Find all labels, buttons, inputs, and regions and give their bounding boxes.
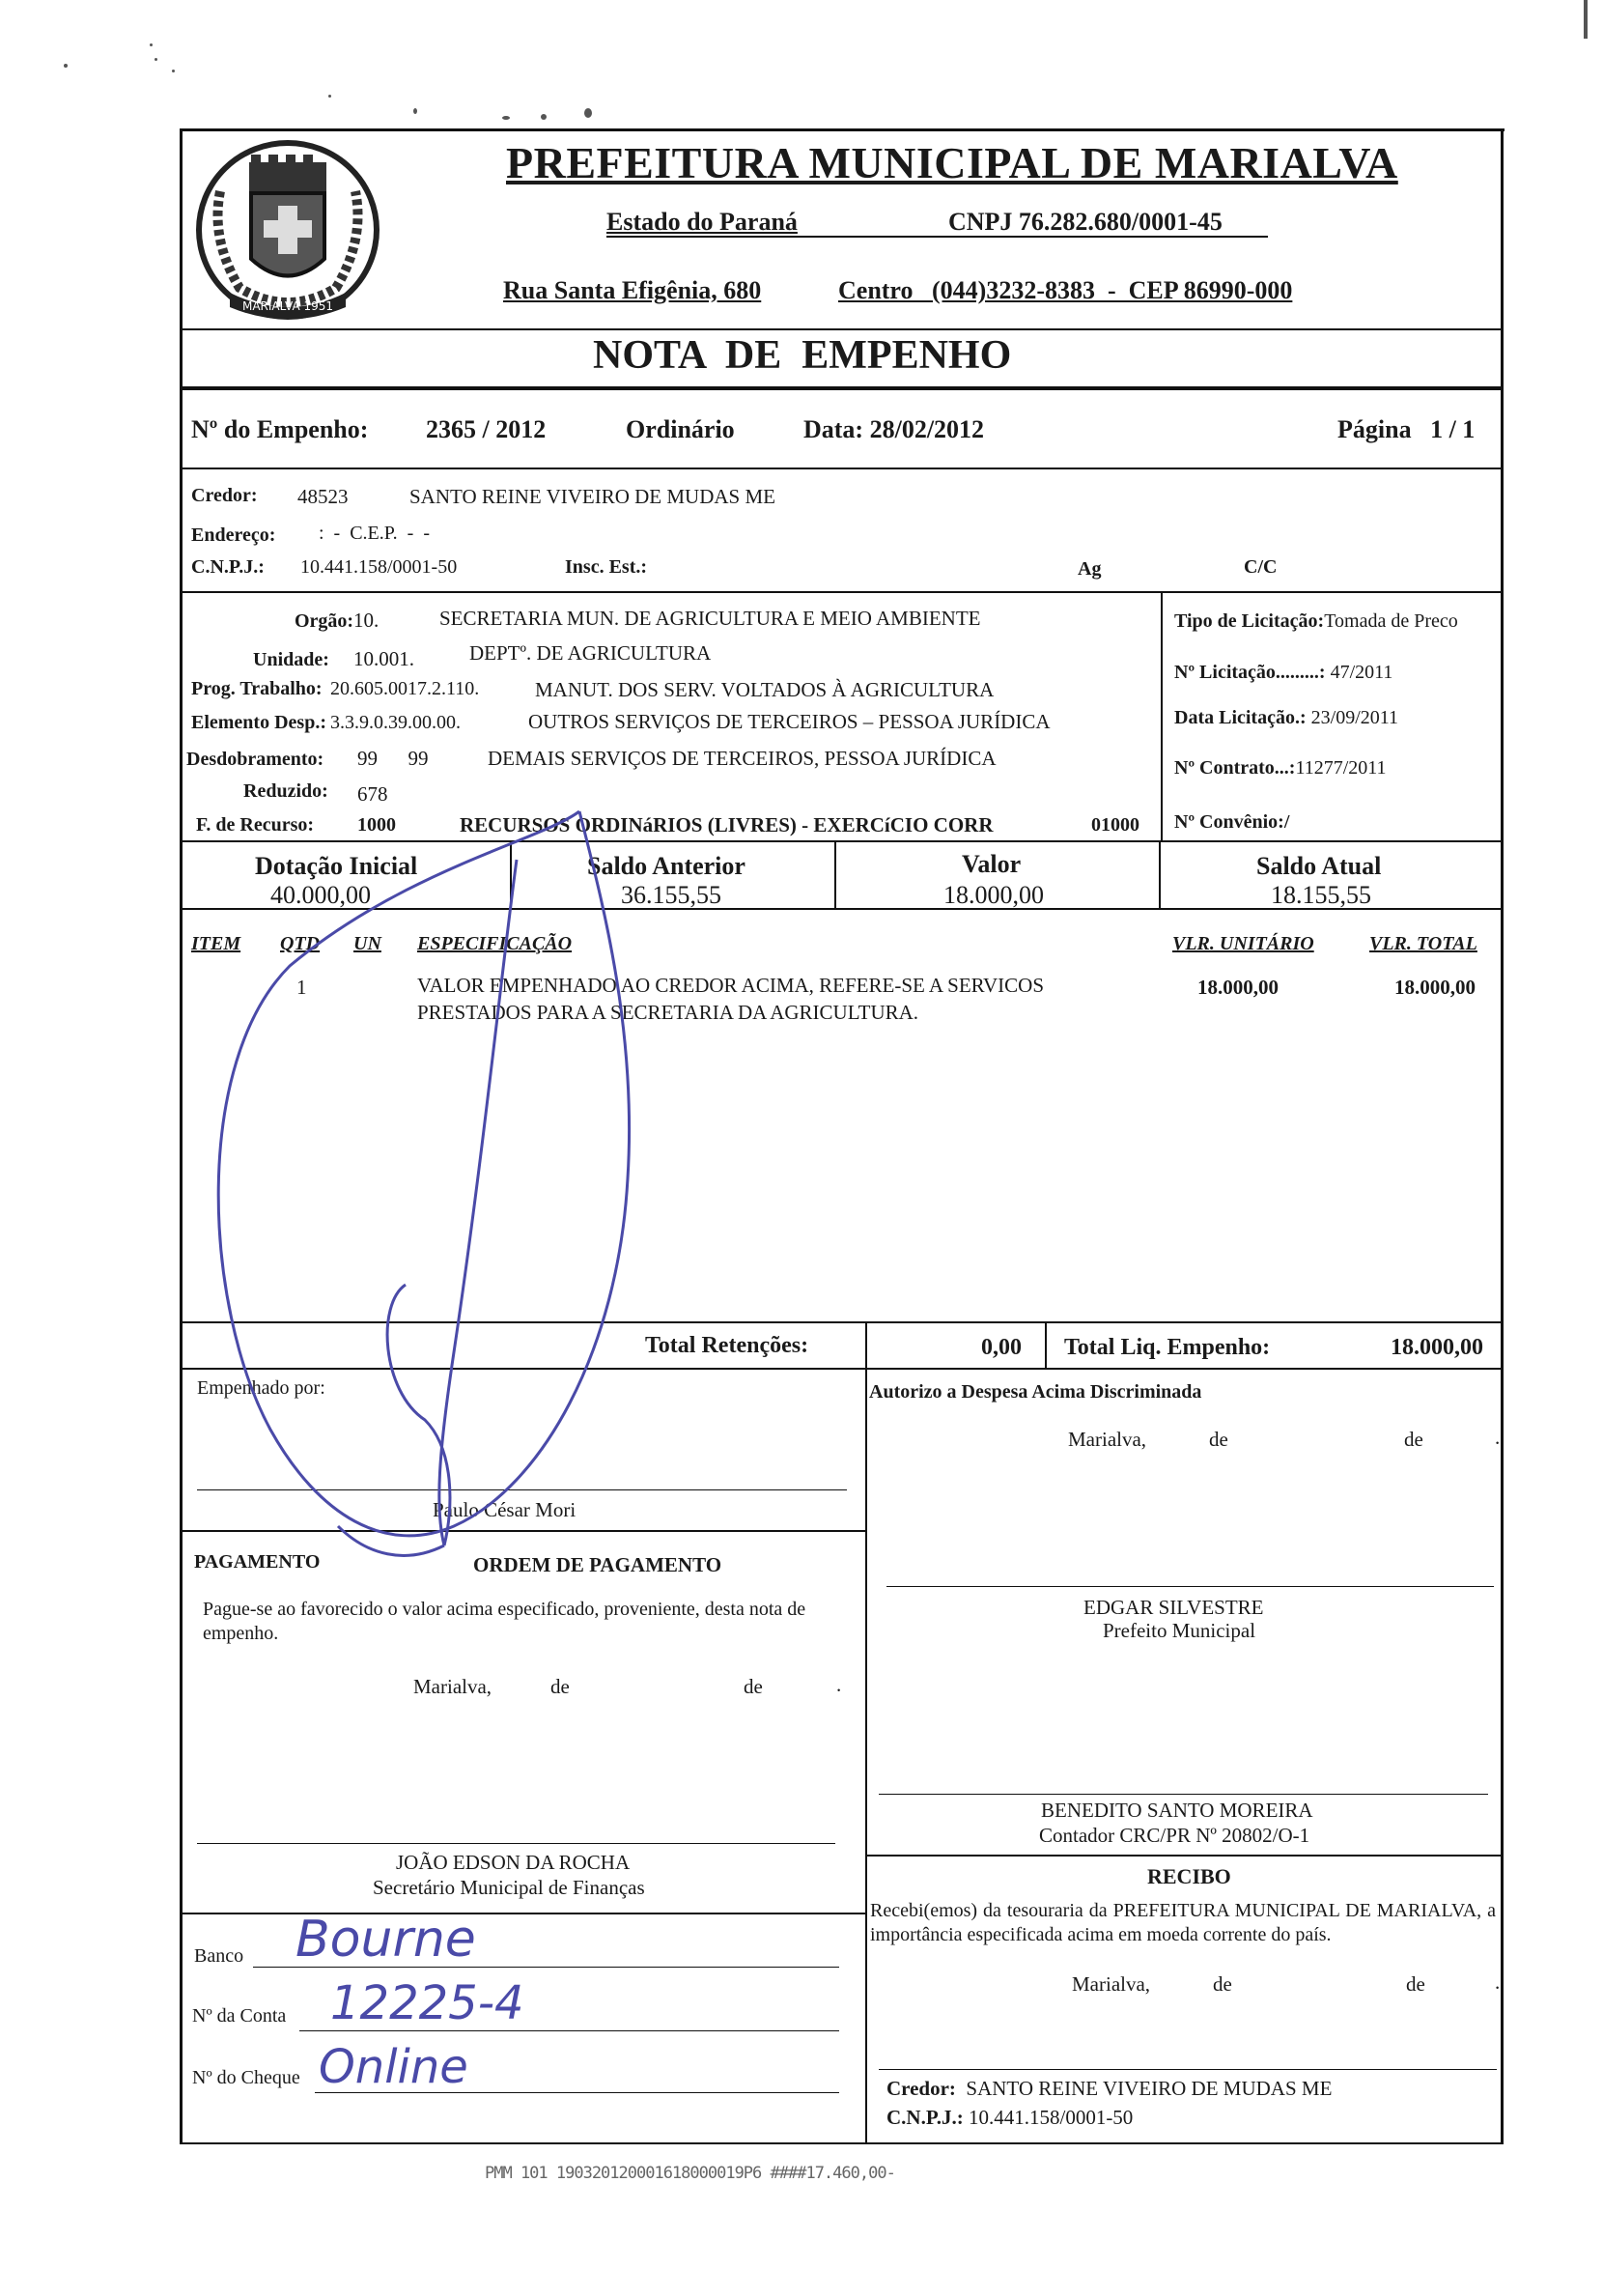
saldo-atual-label: Saldo Atual xyxy=(1256,852,1382,880)
saldo-atual-value: 18.155,55 xyxy=(1271,881,1371,909)
secretario-title: Secretário Municipal de Finanças xyxy=(373,1876,645,1899)
banco-handwritten: Bourne xyxy=(295,1911,476,1969)
conta-label: Nº da Conta xyxy=(192,2005,287,2027)
credor-cnpj: 10.441.158/0001-50 xyxy=(300,556,458,578)
pagamento-de-2: de xyxy=(744,1675,763,1698)
pagamento-period: . xyxy=(836,1673,842,1696)
budget-label-unidade: Unidade: xyxy=(253,649,329,670)
budget-desc-programa: MANUT. DOS SERV. VOLTADOS À AGRICULTURA xyxy=(535,678,995,701)
municipality-street: Rua Santa Efigênia, 680 xyxy=(503,276,762,304)
retencoes-label: Total Retenções: xyxy=(645,1333,809,1358)
prefeito-name: EDGAR SILVESTRE xyxy=(1083,1596,1264,1619)
item-unit-value: 18.000,00 xyxy=(1197,976,1279,999)
budget-label-programa: Prog. Trabalho: xyxy=(191,678,323,699)
autorizo-period: . xyxy=(1495,1426,1501,1449)
document-title: NOTA DE EMPENHO xyxy=(593,333,1012,378)
recibo-period: . xyxy=(1495,1970,1501,1994)
autorizo-de-2: de xyxy=(1404,1428,1423,1451)
autorizo-city: Marialva, xyxy=(1068,1428,1147,1451)
recibo-credor-value: SANTO REINE VIVEIRO DE MUDAS ME xyxy=(966,2077,1333,2100)
retencoes-value: 0,00 xyxy=(981,1335,1022,1360)
item-spec-line2: PRESTADOS PARA A SECRETARIA DA AGRICULTURA. xyxy=(417,1001,919,1024)
footer-code: PMM 101 190320120001618000019P6 ####17.460,00- xyxy=(485,2164,895,2183)
secretario-name: JOÃO EDSON DA ROCHA xyxy=(396,1851,631,1874)
empenho-label: Nº do Empenho: xyxy=(191,415,369,443)
valor-value: 18.000,00 xyxy=(943,881,1044,909)
account-label: C/C xyxy=(1244,556,1278,578)
contador-name: BENEDITO SANTO MOREIRA xyxy=(1041,1799,1313,1822)
items-header-un: UN xyxy=(353,933,381,954)
credor-name: SANTO REINE VIVEIRO DE MUDAS ME xyxy=(409,485,775,508)
recibo-cnpj-label: C.N.P.J.: xyxy=(886,2106,964,2129)
endereco-label: Endereço: xyxy=(191,524,276,546)
licitacao-contrato-value: 11277/2011 xyxy=(1295,757,1387,779)
endereco-value: : - C.E.P. - - xyxy=(319,523,430,544)
licitacao-convenio: Nº Convênio:/ xyxy=(1174,811,1290,833)
municipality-address: Centro (044)3232-8383 - CEP 86990-000 xyxy=(838,276,1293,304)
budget-desc-elemento: OUTROS SERVIÇOS DE TERCEIROS – PESSOA JURÍDICA xyxy=(528,710,1051,733)
item-qtd: 1 xyxy=(296,976,307,999)
items-header-item: ITEM xyxy=(191,933,241,954)
banco-label: Banco xyxy=(194,1945,244,1967)
cheque-handwritten: Online xyxy=(319,2040,468,2094)
items-header-unit-value: VLR. UNITÁRIO xyxy=(1172,933,1314,954)
empenho-date: Data: 28/02/2012 xyxy=(803,415,985,443)
licitacao-data-label: Data Licitação.: xyxy=(1174,707,1307,728)
credor-code: 48523 xyxy=(297,485,349,508)
budget-code-programa: 20.605.0017.2.110. xyxy=(330,678,480,699)
prefeito-title: Prefeito Municipal xyxy=(1103,1619,1256,1642)
recurso-code: 01000 xyxy=(1091,814,1139,836)
saldo-anterior-value: 36.155,55 xyxy=(621,881,721,909)
budget-code-desdobramento: 99 99 xyxy=(357,747,429,770)
licitacao-tipo-value: Tomada de Preco xyxy=(1324,610,1458,632)
licitacao-contrato-label: Nº Contrato...: xyxy=(1174,757,1296,779)
budget-code-orgao: 10. xyxy=(353,609,380,632)
empenhado-name: Paulo César Mori xyxy=(433,1498,577,1521)
saldo-anterior-label: Saldo Anterior xyxy=(587,852,745,880)
pagamento-city: Marialva, xyxy=(413,1675,492,1698)
licitacao-numero-value: 47/2011 xyxy=(1330,662,1393,683)
budget-label-recurso: F. de Recurso: xyxy=(196,814,315,836)
empenhado-label: Empenhado por: xyxy=(197,1377,325,1399)
item-spec-line1: VALOR EMPENHADO AO CREDOR ACIMA, REFERE-SE A SERVICOS xyxy=(417,974,1045,997)
state-name: Estado do Paraná xyxy=(606,208,798,236)
licitacao-data-value: 23/09/2011 xyxy=(1310,707,1399,728)
conta-handwritten: 12225-4 xyxy=(330,1976,524,2030)
empenho-number: 2365 / 2012 xyxy=(426,415,547,443)
dotacao-value: 40.000,00 xyxy=(270,881,371,909)
item-total-value: 18.000,00 xyxy=(1394,976,1476,999)
licitacao-numero-label: Nº Licitação.........: xyxy=(1174,662,1326,683)
total-liquido-label: Total Liq. Empenho: xyxy=(1064,1335,1271,1360)
budget-label-reduzido: Reduzido: xyxy=(243,780,328,802)
recibo-city: Marialva, xyxy=(1072,1972,1151,1996)
dotacao-label: Dotação Inicial xyxy=(255,852,418,880)
budget-label-elemento: Elemento Desp.: xyxy=(191,712,326,733)
licitacao-tipo-label: Tipo de Licitação: xyxy=(1174,610,1325,632)
insc-est-label: Insc. Est.: xyxy=(565,556,648,578)
budget-code-elemento: 3.3.9.0.39.00.00. xyxy=(330,712,461,733)
recibo-credor-label: Credor: xyxy=(886,2077,956,2100)
agency-label: Ag xyxy=(1078,558,1102,580)
svg-text:MARIALVA 1951: MARIALVA 1951 xyxy=(241,299,334,313)
items-header-spec: ESPECIFICAÇÃO xyxy=(417,933,573,954)
municipality-cnpj: CNPJ 76.282.680/0001-45 xyxy=(948,208,1223,236)
pagamento-de-1: de xyxy=(550,1675,570,1698)
pagamento-text: Pague-se ao favorecido o valor acima especificado, proveniente, desta nota de empenho. xyxy=(203,1599,806,1644)
credor-label: Credor: xyxy=(191,485,258,506)
valor-label: Valor xyxy=(962,850,1022,878)
page-number: Página 1 / 1 xyxy=(1337,415,1476,443)
recibo-de-1: de xyxy=(1213,1972,1232,1996)
budget-label-orgao: Orgão: xyxy=(295,610,354,632)
recibo-text: Recebi(emos) da tesouraria da PREFEITURA MUNICIPAL DE MARIALVA, a importância especificada acima em moeda corrente do país. xyxy=(870,1900,1496,1945)
budget-desc-recurso: RECURSOS ORDINáRIOS (LIVRES) - EXERCíCIO CORR xyxy=(460,813,994,836)
budget-code-unidade: 10.001. xyxy=(353,647,414,670)
contador-title: Contador CRC/PR Nº 20802/O-1 xyxy=(1039,1824,1310,1847)
items-header-qtd: QTD xyxy=(280,933,321,954)
municipality-title: PREFEITURA MUNICIPAL DE MARIALVA xyxy=(506,138,1398,187)
budget-code-reduzido: 678 xyxy=(357,782,388,806)
budget-label-desdobramento: Desdobramento: xyxy=(186,749,324,770)
autorizo-de-1: de xyxy=(1209,1428,1228,1451)
recibo-cnpj-value: 10.441.158/0001-50 xyxy=(968,2106,1134,2129)
items-header-total-value: VLR. TOTAL xyxy=(1369,933,1477,954)
total-liquido-value: 18.000,00 xyxy=(1391,1335,1483,1360)
ordem-pagamento-label: ORDEM DE PAGAMENTO xyxy=(473,1553,722,1576)
recibo-de-2: de xyxy=(1406,1972,1425,1996)
cnpj-label: C.N.P.J.: xyxy=(191,556,265,578)
budget-code-recurso: 1000 xyxy=(357,814,396,836)
budget-desc-unidade: DEPTº. DE AGRICULTURA xyxy=(469,641,712,665)
empenho-type: Ordinário xyxy=(626,415,735,443)
recibo-title: RECIBO xyxy=(1147,1864,1231,1888)
pagamento-label: PAGAMENTO xyxy=(194,1551,321,1573)
budget-desc-desdobramento: DEMAIS SERVIÇOS DE TERCEIROS, PESSOA JURÍDICA xyxy=(488,747,997,770)
budget-desc-orgao: SECRETARIA MUN. DE AGRICULTURA E MEIO AMBIENTE xyxy=(439,607,981,630)
autorizo-label: Autorizo a Despesa Acima Discriminada xyxy=(869,1381,1202,1403)
cheque-label: Nº do Cheque xyxy=(192,2067,300,2088)
